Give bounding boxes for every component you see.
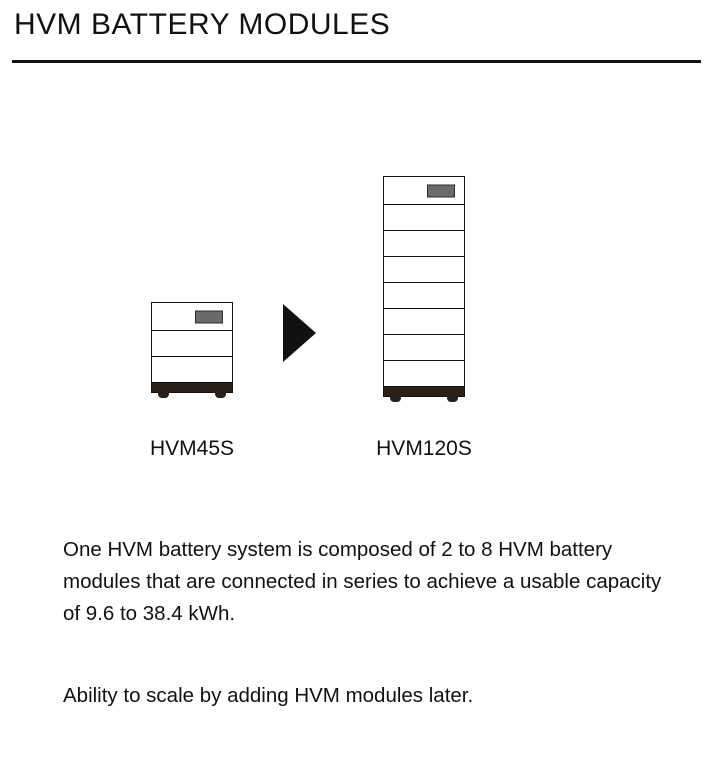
description-paragraph-2: Ability to scale by adding HVM modules later. <box>63 684 474 707</box>
battery-modules-diagram <box>0 80 713 480</box>
battery-module <box>151 356 233 382</box>
base-foot-icon <box>158 391 169 398</box>
battery-module <box>383 256 465 282</box>
battery-module <box>383 282 465 308</box>
battery-module <box>383 176 465 204</box>
base-foot-icon <box>215 391 226 398</box>
unit-base <box>383 386 465 397</box>
description-paragraph-1: One HVM battery system is composed of 2 to 8 HVM battery modules that are connected in series to achieve a usable capacity of 9.6 to 38.4 kWh. <box>63 538 662 625</box>
status-indicator-icon <box>195 310 223 323</box>
base-foot-icon <box>447 395 458 402</box>
status-indicator-icon <box>427 184 455 197</box>
hvm45s-unit <box>151 302 233 393</box>
description-block <box>63 534 663 712</box>
hvm45s-caption: HVM45S <box>149 437 235 460</box>
battery-module <box>383 308 465 334</box>
hvm120s-unit <box>383 176 465 397</box>
battery-module <box>383 360 465 386</box>
unit-base <box>151 382 233 393</box>
hvm120s-caption: HVM120S <box>376 437 472 460</box>
right-arrow-icon <box>283 304 316 362</box>
page-title: HVM BATTERY MODULES <box>14 8 391 41</box>
battery-module <box>383 230 465 256</box>
battery-module <box>383 204 465 230</box>
title-divider <box>12 60 701 63</box>
base-foot-icon <box>390 395 401 402</box>
battery-module <box>151 330 233 356</box>
battery-module <box>383 334 465 360</box>
battery-module <box>151 302 233 330</box>
